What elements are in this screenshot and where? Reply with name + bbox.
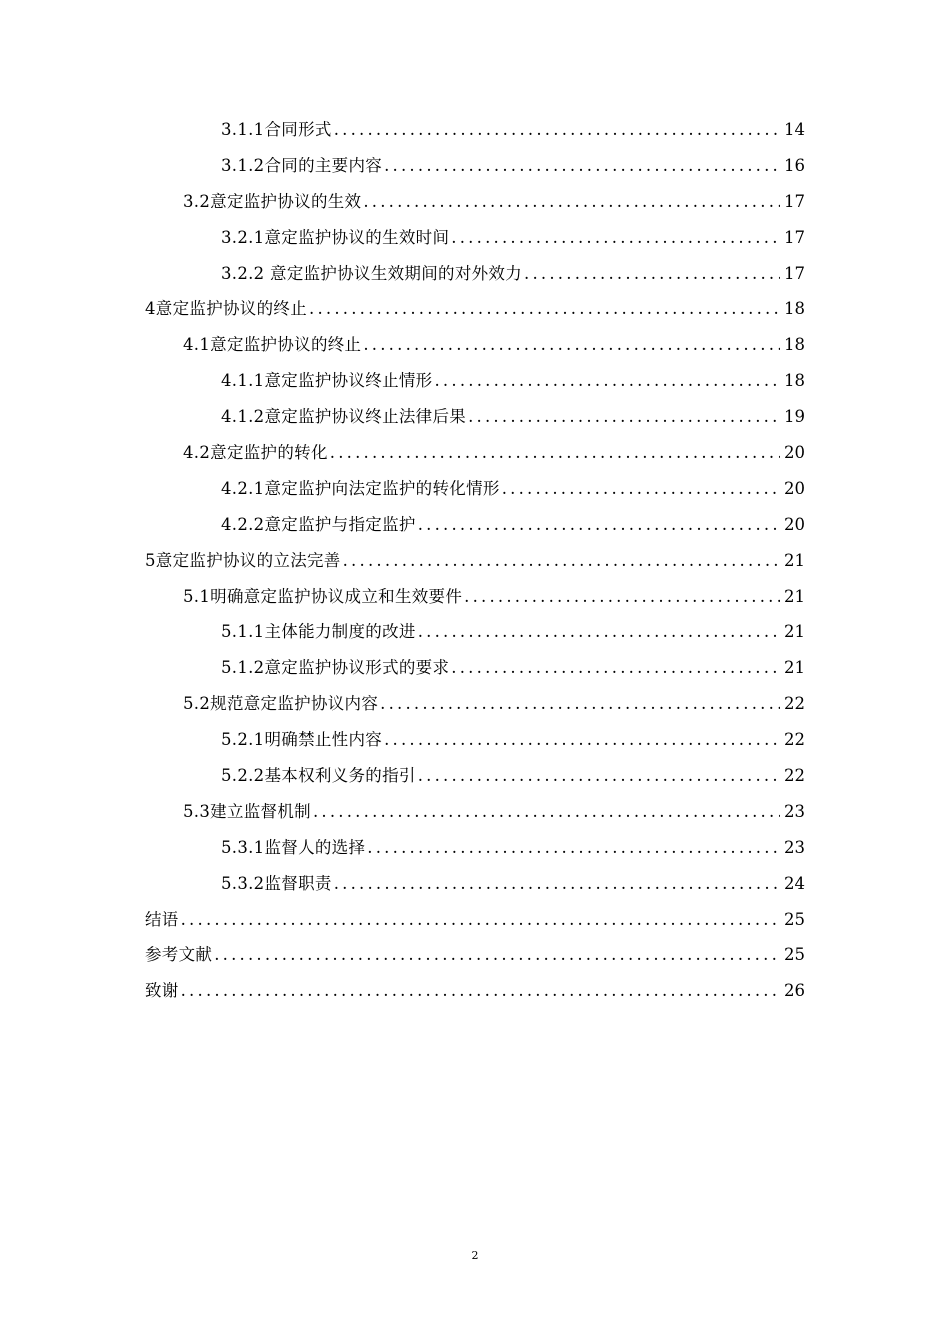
toc-entry[interactable] xyxy=(0,112,950,148)
toc-entry-title: 4.2.1意定监护向法定监护的转化情形 xyxy=(221,478,500,498)
dot-leader xyxy=(416,614,780,650)
toc-entry-page: 19 xyxy=(784,407,805,427)
toc-entry-page: 25 xyxy=(784,909,805,929)
toc-entry[interactable] xyxy=(0,184,950,220)
toc-entry-page: 22 xyxy=(784,694,805,714)
toc-entry-page: 22 xyxy=(784,730,805,750)
toc-entry-page: 17 xyxy=(784,191,805,211)
toc-entry-title: 5.1.1主体能力制度的改进 xyxy=(221,622,416,642)
dot-leader xyxy=(307,291,780,327)
toc-entry-title: 4.1.2意定监护协议终止法律后果 xyxy=(221,407,467,427)
toc-entry[interactable] xyxy=(0,256,950,292)
dot-leader xyxy=(382,722,780,758)
dot-leader xyxy=(332,866,780,902)
toc-entry-title: 5.2.1明确禁止性内容 xyxy=(221,730,383,750)
toc-entry-title: 4.2.2意定监护与指定监护 xyxy=(221,514,416,534)
toc-entry-line xyxy=(145,973,805,1009)
toc-entry-title: 4.2意定监护的转化 xyxy=(183,443,328,463)
toc-entry-line xyxy=(183,327,805,363)
dot-leader xyxy=(462,579,780,615)
toc-entry-line xyxy=(183,184,805,220)
toc-entry-line xyxy=(221,148,805,184)
toc-entry-line xyxy=(221,650,805,686)
toc-entry-title: 5.2规范意定监护协议内容 xyxy=(183,694,379,714)
toc-entry-title: 结语 xyxy=(145,909,179,929)
dot-leader xyxy=(500,471,780,507)
toc-entry-page: 17 xyxy=(784,227,805,247)
toc-entry-page: 23 xyxy=(784,801,805,821)
toc-entry-title: 4.1.1意定监护协议终止情形 xyxy=(221,371,433,391)
toc-entry-line xyxy=(221,471,805,507)
toc-entry-line xyxy=(221,722,805,758)
toc-entry-page: 21 xyxy=(784,586,805,606)
toc-entry[interactable] xyxy=(0,399,950,435)
toc-entry-line xyxy=(145,291,805,327)
toc-entry[interactable] xyxy=(0,794,950,830)
toc-entry-line xyxy=(221,866,805,902)
toc-entry[interactable] xyxy=(0,291,950,327)
toc-entry-line xyxy=(183,794,805,830)
toc-entry-line xyxy=(145,543,805,579)
toc-entry-title: 3.2意定监护协议的生效 xyxy=(183,191,362,211)
toc-entry-line xyxy=(221,830,805,866)
toc-entry-page: 20 xyxy=(784,478,805,498)
toc-entry-line xyxy=(183,435,805,471)
toc-entry-title: 3.1.2合同的主要内容 xyxy=(221,155,383,175)
toc-entry-page: 16 xyxy=(784,155,805,175)
toc-entry[interactable] xyxy=(0,471,950,507)
dot-leader xyxy=(382,148,780,184)
toc-entry-page: 14 xyxy=(784,120,805,139)
toc-entry-line xyxy=(221,758,805,794)
toc-entry[interactable] xyxy=(0,722,950,758)
toc-entry[interactable] xyxy=(0,327,950,363)
toc-entry[interactable] xyxy=(0,973,950,1009)
toc-entry-page: 20 xyxy=(784,443,805,463)
toc-entry-title: 5.3建立监督机制 xyxy=(183,801,311,821)
toc-entry-page: 17 xyxy=(784,263,805,283)
dot-leader xyxy=(361,184,780,220)
toc-entry-page: 21 xyxy=(784,622,805,642)
dot-leader xyxy=(365,830,780,866)
toc-entry-line xyxy=(221,256,805,292)
toc-entry-title: 5意定监护协议的立法完善 xyxy=(145,550,341,570)
toc-entry[interactable] xyxy=(0,579,950,615)
toc-entry-line xyxy=(221,399,805,435)
toc-entry-title: 5.1明确意定监护协议成立和生效要件 xyxy=(183,586,463,606)
toc-entry[interactable] xyxy=(0,435,950,471)
dot-leader xyxy=(466,399,780,435)
toc-entry-page: 18 xyxy=(784,371,805,391)
dot-leader xyxy=(416,507,780,543)
toc-entry[interactable] xyxy=(0,937,950,973)
toc-entry[interactable] xyxy=(0,686,950,722)
toc-entry[interactable] xyxy=(0,758,950,794)
dot-leader xyxy=(311,794,780,830)
toc-entry-line xyxy=(221,363,805,399)
dot-leader xyxy=(449,650,780,686)
toc-entry-line xyxy=(183,579,805,615)
toc-entry-line xyxy=(221,614,805,650)
toc-entry-page: 26 xyxy=(784,981,805,1001)
toc-entry[interactable] xyxy=(0,650,950,686)
toc-entry-title: 4.1意定监护协议的终止 xyxy=(183,335,362,355)
toc-entry[interactable] xyxy=(0,543,950,579)
dot-leader xyxy=(361,327,780,363)
dot-leader xyxy=(332,112,780,148)
toc-entry[interactable] xyxy=(0,614,950,650)
toc-entry-title: 3.1.1合同形式 xyxy=(221,120,332,139)
dot-leader xyxy=(179,902,780,938)
toc-entry[interactable] xyxy=(0,866,950,902)
toc-entry-title: 3.2.2 意定监护协议生效期间的对外效力 xyxy=(221,263,523,283)
dot-leader xyxy=(522,256,780,292)
toc-entry-line xyxy=(221,220,805,256)
toc-entry-line xyxy=(183,686,805,722)
toc-entry[interactable] xyxy=(0,507,950,543)
toc-entry-page: 25 xyxy=(784,945,805,965)
dot-leader xyxy=(416,758,780,794)
toc-entry-title: 4意定监护协议的终止 xyxy=(145,299,307,319)
table-of-contents xyxy=(0,112,950,1009)
toc-entry[interactable] xyxy=(0,148,950,184)
toc-entry-page: 18 xyxy=(784,299,805,319)
toc-entry-page: 22 xyxy=(784,766,805,786)
toc-entry-line xyxy=(221,112,805,148)
toc-entry-line xyxy=(145,902,805,938)
toc-entry-title: 5.3.1监督人的选择 xyxy=(221,837,366,857)
toc-entry-title: 参考文献 xyxy=(145,945,213,965)
page-number: 2 xyxy=(471,1249,479,1262)
toc-entry-page: 21 xyxy=(784,550,805,570)
toc-entry-title: 3.2.1意定监护协议的生效时间 xyxy=(221,227,450,247)
toc-entry-line xyxy=(145,937,805,973)
toc-entry-title: 5.2.2基本权利义务的指引 xyxy=(221,766,416,786)
toc-entry-title: 致谢 xyxy=(145,981,179,1001)
toc-entry-page: 20 xyxy=(784,514,805,534)
dot-leader xyxy=(212,937,780,973)
toc-entry-page: 21 xyxy=(784,658,805,678)
dot-leader xyxy=(179,973,780,1009)
dot-leader xyxy=(432,363,780,399)
toc-entry[interactable] xyxy=(0,830,950,866)
toc-entry-line xyxy=(221,507,805,543)
toc-entry-title: 5.3.2监督职责 xyxy=(221,873,332,893)
toc-entry-page: 23 xyxy=(784,837,805,857)
toc-entry[interactable] xyxy=(0,363,950,399)
toc-entry[interactable] xyxy=(0,220,950,256)
dot-leader xyxy=(378,686,780,722)
toc-entry-page: 24 xyxy=(784,873,805,893)
dot-leader xyxy=(328,435,780,471)
toc-entry-title: 5.1.2意定监护协议形式的要求 xyxy=(221,658,450,678)
toc-entry[interactable] xyxy=(0,902,950,938)
toc-entry-page: 18 xyxy=(784,335,805,355)
dot-leader xyxy=(341,543,780,579)
dot-leader xyxy=(449,220,780,256)
